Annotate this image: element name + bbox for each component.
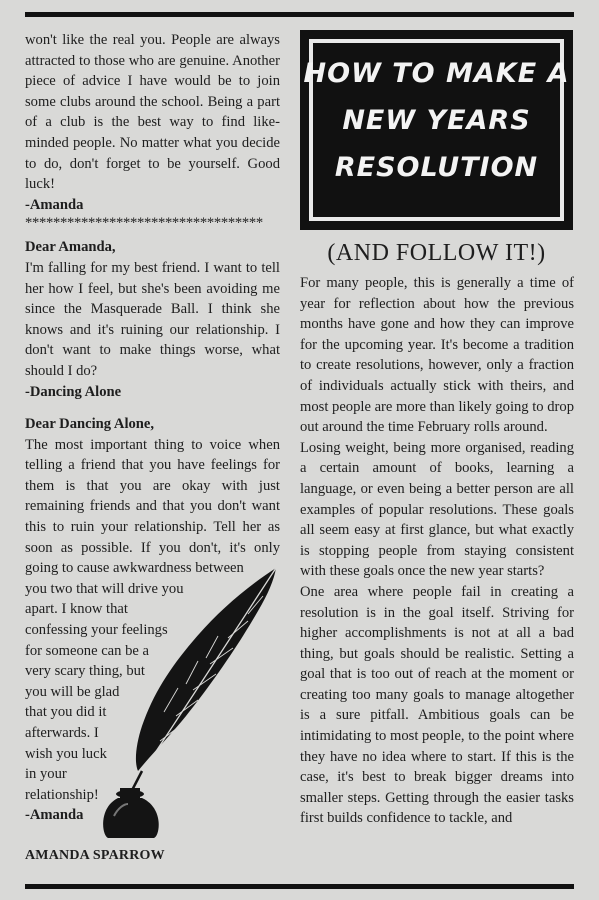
intro-text: won't like the real you. People are always attracted to those who are genuine. Another piece of advice I have would be to join some clubs around the school. Being a part of a club is the best way to find like-minded people. No matter what you decide to do, don't forget to be yourself. Good luck! — [25, 32, 280, 193]
answer-line: wish you luck — [25, 745, 107, 762]
answer-line: very scary thing, but — [25, 663, 145, 680]
answer-line: apart. I know that — [25, 601, 128, 618]
paragraph: Losing weight, being more organised, reading a certain amount of books, learning a language, or even being a better person are all examples of popular resolutions. These goals all seem easy at first glance, but what exactly is stopping people from staying consistent with these goals once the new year starts? — [300, 439, 574, 580]
answer-line: you will be glad — [25, 683, 120, 700]
answer-signature: -Amanda — [25, 807, 84, 824]
question-text: I'm falling for my best friend. I want to tell her how I feel, but she's been avoiding me since the Masquerade Ball. I think she knows and it's ruining our relationship. I don't want to make things worse, what should I do? — [25, 259, 280, 379]
article-body — [300, 273, 574, 829]
answer-line: that you did it — [25, 704, 107, 721]
answer-text: The most important thing to voice when telling a friend that you have feelings for them is that you are okay with just remaining friends and that you don't want this to ruin your relationship. Tell her as soon as possible. If you don't, it's only going to cause awkwardness between — [25, 436, 280, 577]
quill-inkwell-icon — [98, 566, 282, 842]
answer-line: relationship! — [25, 786, 99, 803]
answer-line: confessing your feelings — [25, 622, 168, 639]
paragraph: One area where people fail in creating a resolution is in the goal itself. Striving for higher accomplishments is not at all a bad thing, but goals should be realistic. Setting a goal that is too out of reach at the moment or creating too many goals to manage altogether is a sure pitfall. Ambitious goals can be intimidating to most people, to the point where they have no idea where to start. If this is the case, it's best to break bigger dreams into smaller steps. Getting through the easier tasks first builds confidence to tackle, and — [300, 583, 574, 827]
answer-line: in your — [25, 766, 67, 783]
separator-stars: ********************************** — [25, 215, 263, 232]
top-rule — [25, 12, 574, 17]
author-byline: AMANDA SPARROW — [25, 848, 165, 863]
title-box — [300, 30, 573, 230]
answer-line: you two that will drive you — [25, 580, 184, 597]
title-line-3: RESOLUTION — [334, 152, 539, 183]
question-signature: -Dancing Alone — [25, 383, 122, 400]
answer-line: afterwards. I — [25, 725, 99, 741]
answer-line: for someone can be a — [25, 642, 149, 659]
title-line-2: NEW YEARS — [342, 105, 531, 136]
answer-heading: Dear Dancing Alone, — [25, 416, 155, 433]
bottom-rule — [25, 884, 574, 889]
article-title — [300, 50, 573, 191]
signature: -Amanda — [25, 196, 84, 213]
question-heading: Dear Amanda, — [25, 239, 116, 256]
title-line-1: HOW TO MAKE A — [303, 58, 570, 89]
paragraph: For many people, this is generally a time of year for reflection about how the previous months have gone and how they can improve for the upcoming year. It's become a tradition to create resolutions, however, only a fraction of individuals actually stick with theirs, and most people are more than likely going to drop out around the time February rolls around. — [300, 275, 574, 436]
article-subtitle: (AND FOLLOW IT!) — [327, 240, 546, 266]
